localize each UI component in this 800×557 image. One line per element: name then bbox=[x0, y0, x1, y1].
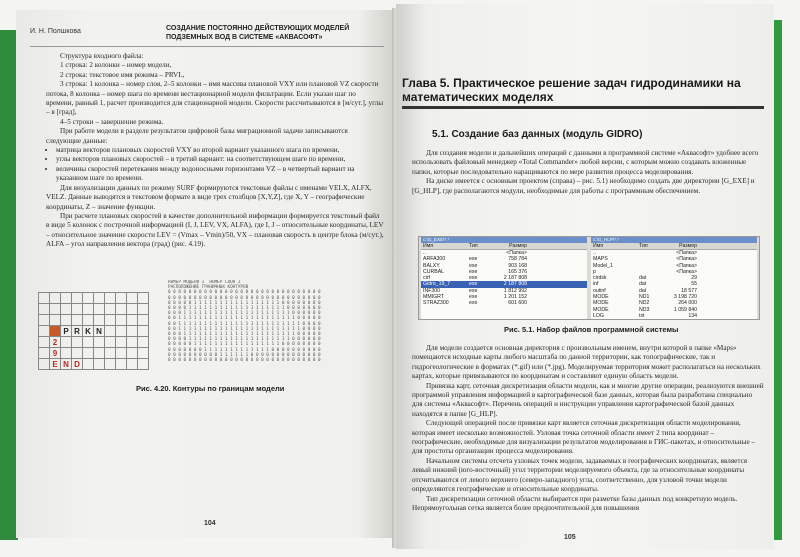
grid-letter: 2 bbox=[50, 337, 61, 348]
right-file-pane bbox=[591, 237, 757, 319]
right-body-text-bottom bbox=[412, 344, 764, 513]
contour-grid: P R K N 2 9 E N D bbox=[38, 292, 149, 370]
paragraph: 4–5 строки – завершение режима. bbox=[60, 117, 164, 126]
grid-letter: N bbox=[61, 359, 72, 370]
page-number: 104 bbox=[204, 520, 216, 527]
contour-printout: НОМЕР МОДЕЛИ 1 НОМЕР СЛОЯ 2 РАСПОЛОЖЕНИЕ ГРАНИЧНЫХ КОНТУРОВ 0 0 0 0 0 0 0 0 0 0 0 0 0 0 0 0 0 0 0 0 0 0 0 0 0 0 0 0 0 0 0 0 0 0 0 0 0 0 0 0 0 0 0 0 0 0 0 0 0 0 0 0 0 0 0 0 0 0 0 0 0 0 0 0 0 1 1 1 1 1 1 1 1 1 1 1 1 1 1 1 1 1 0 0 0 0 0 0 0 0 0 0 0 0 1 1 1 1 1 1 1 1 1 1 1 1 1 1 1 1 1 1 1 0 0 0 0 0 0 0 0 0 0 1 1 1 1 1 1 1 1 1 1 1 1 1 1 1 1 1 1 1 1 1 0 0 0 0 0 0 0 0 1 1 1 1 1 1 1 1 1 1 1 1 1 1 1 1 1 1 1 1 1 1 1 0 0 0 0 0 0 0 1 1 1 1 1 1 1 1 1 1 1 1 1 1 1 1 1 1 1 1 1 1 1 1 0 0 0 0 0 0 1 1 1 1 1 1 1 1 1 1 1 1 1 1 1 1 1 1 1 1 1 1 1 1 0 0 0 0 0 0 0 1 1 1 1 1 1 1 1 1 1 1 1 1 1 1 1 1 1 1 1 1 1 0 0 0 0 0 0 0 0 0 1 1 1 1 1 1 1 1 1 1 1 1 1 1 1 1 1 1 1 1 0 0 0 0 0 0 0 0 0 0 0 1 1 1 1 1 1 1 1 1 1 1 1 1 1 1 1 1 0 0 0 0 0 0 0 0 0 0 0 0 0 0 0 1 1 1 1 1 1 1 1 1 1 1 1 1 0 0 0 0 0 0 0 0 0 0 0 0 0 0 0 0 0 0 0 0 1 1 1 1 1 1 0 0 0 0 0 0 0 0 0 0 0 0 0 0 0 0 0 0 0 0 0 0 0 0 0 0 0 0 0 0 0 0 0 0 0 0 0 0 0 0 0 0 0 0 bbox=[168, 280, 321, 364]
file-row[interactable]: CURBAL exe 165 376 bbox=[423, 268, 527, 275]
section-title: 5.1. Создание баз данных (модуль GIDRO) bbox=[432, 129, 643, 140]
file-row[interactable]: cirf exe 2 187 808 bbox=[423, 275, 527, 282]
printout-subheader: РАСПОЛОЖЕНИЕ ГРАНИЧНЫХ КОНТУРОВ bbox=[168, 285, 249, 291]
file-row[interactable]: MODE ND1 3 198 720 bbox=[593, 294, 697, 301]
paragraph: Для визуализации данных по режиму SURF формируются текстовые файлы с именами VELX, ALFX, VELZ. Данные выводятся в текстовом формате в виде трех столбцов [X,Y,Z], где X, Y – географические координаты, Z – значение функции. bbox=[46, 183, 372, 211]
right-body-text-top bbox=[412, 149, 762, 196]
file-row-selected[interactable]: Gidro_19_7 exe 2 187 808 bbox=[421, 281, 587, 287]
header-rule bbox=[30, 46, 384, 47]
list-item: • матрица векторов плановых скоростей VXY во второй вариант указанного шага по времени, bbox=[56, 146, 384, 155]
paragraph: Начальном системы отсчета узловых точек модели, задаваемых в географических координатах, является левый нижний (юго-восточный) угол территории моделируемого объекта, где за относительные координаты отсчитываются от левого верхнего (северо-западного) угла, соответственно, для узловой точки модели определяются географические и относительные координаты. bbox=[412, 456, 748, 494]
file-row[interactable]: MODE ND3 1 059 840 bbox=[593, 306, 697, 313]
file-row[interactable]: inf dat 55 bbox=[593, 281, 697, 288]
left-file-pane bbox=[421, 237, 587, 319]
figure-caption: Рис. 4.20. Контуры по границам модели bbox=[136, 384, 285, 393]
file-row[interactable]: .. <Папка> bbox=[593, 250, 697, 256]
file-row[interactable]: INF300 exe 1 812 992 bbox=[423, 287, 527, 294]
chapter-title: Глава 5. Практическое решение задач гидродинамики на математических моделях bbox=[402, 76, 741, 104]
pane-title: c:\G_HLP\*.* bbox=[591, 237, 757, 243]
file-row[interactable]: LOG txt 134 bbox=[593, 312, 697, 319]
grid-letter: R bbox=[72, 326, 83, 337]
paragraph: Привязка карт, сеточная дискретизация области модели, как и многие другие операции, реализуются внешней программой управления информацией в картографической базе данных, которая была разработана специально для системы «Аквасофт». Перечень операций и инструкции управления картографической базой данных находятся в папке [G_HLP]. bbox=[412, 381, 764, 418]
file-row[interactable]: MMIGRT exe 1 201 152 bbox=[423, 294, 527, 301]
paragraph: Для создания модели и дальнейших операций с данными в программной системе «Аквасофт» удобнее всего использовать файловый менеджер «Total Commander» любой версии, с которым можно создавать вложенные папки, которые последовательно наращиваются по мере развития процесса моделирования. bbox=[412, 149, 759, 176]
page-number: 105 bbox=[564, 534, 576, 541]
grid-letter: 9 bbox=[50, 348, 61, 359]
paragraph: 3 строка: 1 колонка – номер слоя, 2–5 колонки – имя массива плановой VXY или плановой VZ скорости потока, 8 колонка – номер шага по времени вестационарной модели фильтрации. Если указан шаг по времени, равный 1, расчет производится для стационарной модели. Скорости рассчитываются в [м/сут.], углы – в [град], bbox=[46, 80, 384, 117]
printout-header: НОМЕР МОДЕЛИ 1 НОМЕР СЛОЯ 2 bbox=[168, 280, 241, 285]
file-row[interactable]: ARFA300 exe 758 784 bbox=[423, 256, 527, 263]
paragraph: На диске имеется с основным проектом (справа) – рис. 5.1) необходимо создать две директории [G_EXE] и [G_HLP], где располагаются модули, необходимые для работы с программным обеспечением. bbox=[412, 177, 755, 195]
left-page bbox=[16, 10, 396, 538]
file-row[interactable]: BALXY exe 903 168 bbox=[423, 262, 527, 269]
file-row[interactable]: MAPS <Папка> bbox=[593, 256, 697, 263]
running-title: СОЗДАНИЕ ПОСТОЯННО ДЕЙСТВУЮЩИХ МОДЕЛЕЙ ПОДЗЕМНЫХ ВОД В СИСТЕМЕ «АКВАСОФТ» bbox=[166, 25, 350, 41]
file-row[interactable]: .. <Папка> bbox=[423, 250, 527, 256]
list-item: • величины скоростей перетекания между водоносными горизонтами VZ – в четвертый вариант на указанном шаге по времени. bbox=[56, 165, 384, 184]
pane-header: Имя Тип Размер bbox=[421, 243, 587, 250]
grid-letter: K bbox=[83, 326, 94, 337]
chapter-rule bbox=[402, 106, 764, 109]
file-manager-screenshot bbox=[418, 236, 760, 320]
paragraph: Для модели создается основная директория с произвольным именем, внутри которой в папке «Maps» помещаются исходные карты любого масштаба по данной территории, как топографические, так и гидрогеологические в форматах (*.gif) или (*.jpg). Моделируемая территория может располагаться на нескольких картах, которые привязываются по координатам и составляют единую область модели. bbox=[412, 344, 761, 381]
grid-letter: E bbox=[50, 359, 61, 370]
contour-figure bbox=[38, 280, 378, 375]
file-row[interactable]: cirdsk dat 29 bbox=[593, 275, 697, 282]
paragraph: 1 строка: 2 колонки – номер модели, bbox=[60, 61, 172, 70]
author-header: И. Н. Полшкова bbox=[30, 28, 81, 35]
paragraph: Структура входного файла: bbox=[60, 52, 144, 60]
paragraph: Следующей операцией после привязки карт является сеточная дискретизация области моделирования, которая имеет несколько возможностей. Узловая точка сеточной области имеет 2 типа координат – географические, необходимые для визуализации результатов моделирования в ГИС-пакетах, и относительные – для простоты организации процесса моделирования. bbox=[412, 419, 756, 456]
list-item: • углы векторов плановых скоростей – в третий вариант: на соответствующем шаге по времени, bbox=[56, 155, 384, 164]
file-row[interactable]: Model_1 <Папка> bbox=[593, 262, 697, 269]
left-body-text bbox=[46, 52, 384, 250]
paragraph: Тип дискретизации сеточной области выбирается при разметке базы данных под конкретную модель. Непрямоугольная сетка является более предпочтительной для повышения bbox=[412, 494, 738, 512]
figure-caption: Рис. 5.1. Набор файлов программной системы bbox=[504, 325, 679, 334]
pane-header: Имя Тип Размер bbox=[591, 243, 757, 250]
file-row[interactable]: p <Папка> bbox=[593, 268, 697, 275]
file-row[interactable]: outinf dat 18 577 bbox=[593, 287, 697, 294]
paragraph: При расчете плановых скоростей в качестве дополнительной информации формируется текстовый файл в виде 5 колонок с построчной информацией (I, J, LEV, VX, ALFA), где I, J – относительные координаты, LEV – относительное значение скорости LEV = (Vmax – Vmin)/50, VX – плановая скорость в центре блока (м/сут.), ALFA – угол направления вектора (град) (рис. 4.19). bbox=[46, 211, 384, 249]
grid-letter: N bbox=[94, 326, 105, 337]
right-page bbox=[396, 4, 774, 549]
grid-letter: P bbox=[61, 326, 72, 337]
bullet-list bbox=[46, 146, 384, 184]
file-row[interactable]: STRAZ300 exe 601 600 bbox=[423, 300, 527, 307]
file-row[interactable]: MODE ND2 264 000 bbox=[593, 300, 697, 307]
pane-title: c:\G_EXE\*.* bbox=[421, 237, 587, 243]
paragraph: При работе модели в разделе результатов цифровой базы миграционной задачи записываются следующие данные: bbox=[46, 127, 348, 145]
paragraph: 2 строка: текстовое имя режима – PRVL, bbox=[60, 70, 185, 79]
